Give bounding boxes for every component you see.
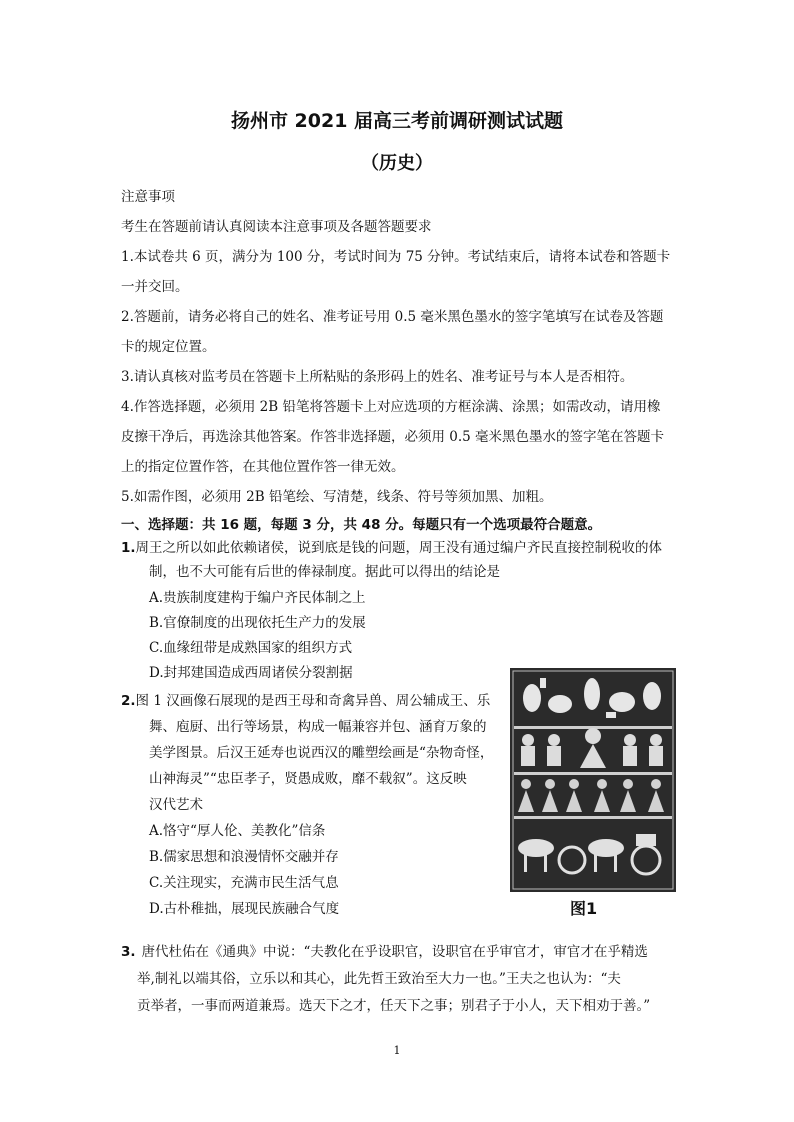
notice-line: 一并交回。 [121,279,189,295]
notice-line: 4.作答选择题，必须用 2B 铅笔将答题卡上对应选项的方框涂满、涂黑；如需改动，请用橡 [121,399,661,415]
exam-subject: （历史） [361,153,433,174]
question-text: 汉代艺术 [149,797,203,813]
question-text: 舞、庖厨、出行等场景，构成一幅兼容并包、涵育万象的 [149,719,487,735]
exam-title: 扬州市 2021 届高三考前调研测试试题 [230,110,564,132]
option-c: C.关注现实，充满市民生活气息 [149,875,339,891]
option-d: D.古朴稚拙，展现民族融合气度 [149,901,340,917]
notice-line: 3.请认真核对监考员在答题卡上所粘贴的条形码上的姓名、准考证号与本人是否相符。 [121,369,634,385]
option-a: A.恪守“厚人伦、美教化”信条 [149,823,326,839]
notice-line: 卡的规定位置。 [121,339,216,355]
notice-line: 5.如需作图，必须用 2B 铅笔绘、写清楚，线条、符号等须加黑、加粗。 [121,489,553,505]
page-number: 1 [393,1044,401,1057]
question-3 [121,943,648,961]
question-1 [121,539,662,557]
notice-line: 皮擦干净后，再选涂其他答案。作答非选择题，必须用 0.5 毫米黑色墨水的签字笔在答题卡 [121,429,665,445]
option-b: B.儒家思想和浪漫情怀交融并存 [149,849,339,865]
han-stone-relief-image [510,668,676,892]
option-b: B.官僚制度的出现依托生产力的发展 [149,615,366,631]
figure-caption: 图1 [570,899,598,918]
question-text: 举,制礼以端其俗，立乐以和其心，此先哲王致治至大力一也。”王夫之也认为：“夫 [137,971,621,987]
question-number: 2. [121,693,136,709]
question-text: 美学图景。后汉王延寿也说西汉的雕塑绘画是“杂物奇怪， [149,745,494,761]
notice-line: 2.答题前，请务必将自己的姓名、准考证号用 0.5 毫米黑色墨水的签字笔填写在试卷及答题 [121,309,664,325]
notice-line: 上的指定位置作答，在其他位置作答一律无效。 [121,459,405,475]
section-heading: 一、选择题：共 16 题，每题 3 分，共 48 分。每题只有一个选项最符合题意。 [121,517,602,533]
option-a: A.贵族制度建构于编户齐民体制之上 [149,590,366,606]
question-text: 贡举者，一事而两道兼焉。选天下之才，任天下之事；别君子于小人，天下相劝于善。” [137,998,651,1014]
notice-intro: 考生在答题前请认真阅读本注意事项及各题答题要求 [121,219,432,235]
question-2 [121,692,490,710]
question-text: 制，也不大可能有后世的俸禄制度。据此可以得出的结论是 [149,564,500,580]
notice-heading: 注意事项 [121,189,175,205]
question-number: 3. [121,944,136,960]
question-text: 周王之所以如此依赖诸侯，说到底是钱的问题，周王没有通过编户齐民直接控制税收的体 [135,540,663,556]
option-c: C.血缘纽带是成熟国家的组织方式 [149,640,353,656]
notice-line: 1.本试卷共 6 页，满分为 100 分，考试时间为 75 分钟。考试结束后，请将本试卷和答题卡 [121,249,671,265]
option-d: D.封邦建国造成西周诸侯分裂割据 [149,665,353,681]
question-text: 山神海灵”“忠臣孝子，贤愚成败，靡不载叙”。这反映 [149,771,467,787]
question-text: 图 1 汉画像石展现的是西王母和奇禽异兽、周公辅成王、乐 [135,693,491,709]
question-number: 1. [121,540,136,556]
question-text: 唐代杜佑在《通典》中说：“夫教化在乎设职官，设职官在乎审官才，审官才在乎精选 [141,944,648,960]
